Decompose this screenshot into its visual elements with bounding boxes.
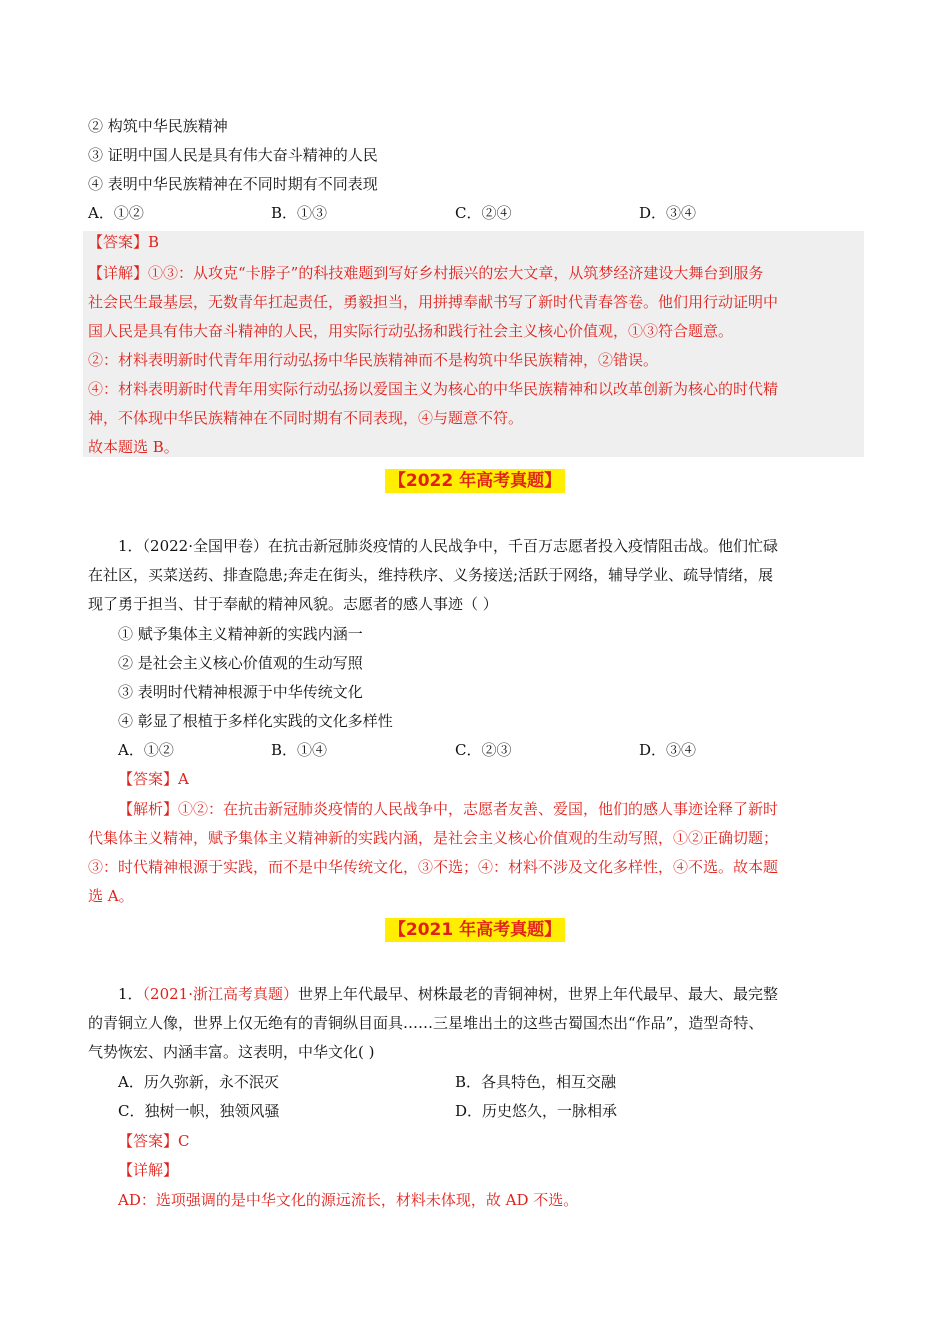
explanation-line: 【解析】①②：在抗击新冠肺炎疫情的人民战争中，志愿者友善、爱国，他们的感人事迹诠释了新时 [118,800,779,818]
explanation-line: 神，不体现中华民族精神在不同时期有不同表现，④与题意不符。 [88,409,524,427]
question-source: （2021·浙江高考真题） [142,985,298,1003]
explanation-line: ②：材料表明新时代青年用行动弘扬中华民族精神而不是构筑中华民族精神，②错误。 [88,351,659,369]
detail-label: 【详解】 [118,1161,179,1179]
heading-2022-text: 【2022 年高考真题】 [385,469,565,493]
option-b: B．①④ [271,741,328,759]
explanation-line: ④：材料表明新时代青年用实际行动弘扬以爱国主义为核心的中华民族精神和以改革创新为核心的时代精 [88,380,779,398]
answer-label: 【答案】A [118,770,189,788]
option-d: D．历史悠久，一脉相承 [455,1102,618,1120]
option-a: A．①② [118,741,174,759]
answer-label: 【答案】B [88,233,160,251]
explanation-line: 故本题选 B。 [88,438,179,456]
explanation-line: 【详解】①③：从攻克“卡脖子”的科技难题到写好乡村振兴的宏大文章，从筑梦经济建设大舞台到服务 [88,264,764,282]
option-a: A．①② [88,204,144,222]
option-a: A．历久弥新，永不泯灭 [118,1073,279,1091]
statement-3: ③ 证明中国人民是具有伟大奋斗精神的人民 [88,146,378,164]
answer-label: 【答案】C [118,1132,190,1150]
option-c: C．独树一帜，独领风骚 [118,1102,280,1120]
statement-1: ① 赋予集体主义精神新的实践内涵一 [118,625,363,643]
option-c: C．②④ [455,204,512,222]
statement-4: ④ 表明中华民族精神在不同时期有不同表现 [88,175,378,193]
explanation-line: 选 A。 [88,887,134,905]
statement-2: ② 是社会主义核心价值观的生动写照 [118,654,363,672]
question-line: 1．（2022·全国甲卷）在抗击新冠肺炎疫情的人民战争中，千百万志愿者投入疫情阻击战。他们忙碌 [118,537,778,555]
explanation-line: 社会民生最基层，无数青年扛起责任，勇毅担当，用拼搏奉献书写了新时代青春答卷。他们用行动证明中 [88,293,779,311]
question-line: 在社区，买菜送药、排查隐患;奔走在街头，维持秩序、义务接送;活跃于网络，辅导学业、疏导情绪，展 [88,566,774,584]
explanation-line: 国人民是具有伟大奋斗精神的人民，用实际行动弘扬和践行社会主义核心价值观，①③符合题意。 [88,322,734,340]
option-b: B．①③ [271,204,328,222]
question-line: 的青铜立人像，世界上仅无绝有的青铜纵目面具……三星堆出土的这些古蜀国杰出“作品”，造型奇特、 [88,1014,764,1032]
option-c: C．②③ [455,741,512,759]
explanation-line: ③：时代精神根源于实践，而不是中华传统文化，③不选；④：材料不涉及文化多样性，④不选。故本题 [88,858,779,876]
statement-2: ② 构筑中华民族精神 [88,117,228,135]
option-d: D．③④ [639,204,697,222]
question-line [118,984,778,1004]
question-text: 世界上年代最早、树株最老的青铜神树，世界上年代最早、最大、最完整 [298,985,779,1003]
statement-4: ④ 彰显了根植于多样化实践的文化多样性 [118,712,393,730]
statement-3: ③ 表明时代精神根源于中华传统文化 [118,683,363,701]
explanation-line: 代集体主义精神，赋予集体主义精神新的实践内涵，是社会主义核心价值观的生动写照，①②正确切题； [88,829,779,847]
explanation-line: AD：选项强调的是中华文化的源远流长，材料未体现，故 AD 不选。 [118,1191,579,1209]
option-b: B．各具特色，相互交融 [455,1073,617,1091]
question-line: 气势恢宏、内涵丰富。这表明，中华文化( ) [88,1043,375,1061]
option-d: D．③④ [639,741,697,759]
section-heading-2022 [0,469,950,495]
question-line: 现了勇于担当、甘于奉献的精神风貌。志愿者的感人事迹（ ） [88,595,498,613]
section-heading-2021 [0,918,950,944]
heading-2021-text: 【2021 年高考真题】 [385,918,565,942]
question-number: 1． [118,985,143,1003]
